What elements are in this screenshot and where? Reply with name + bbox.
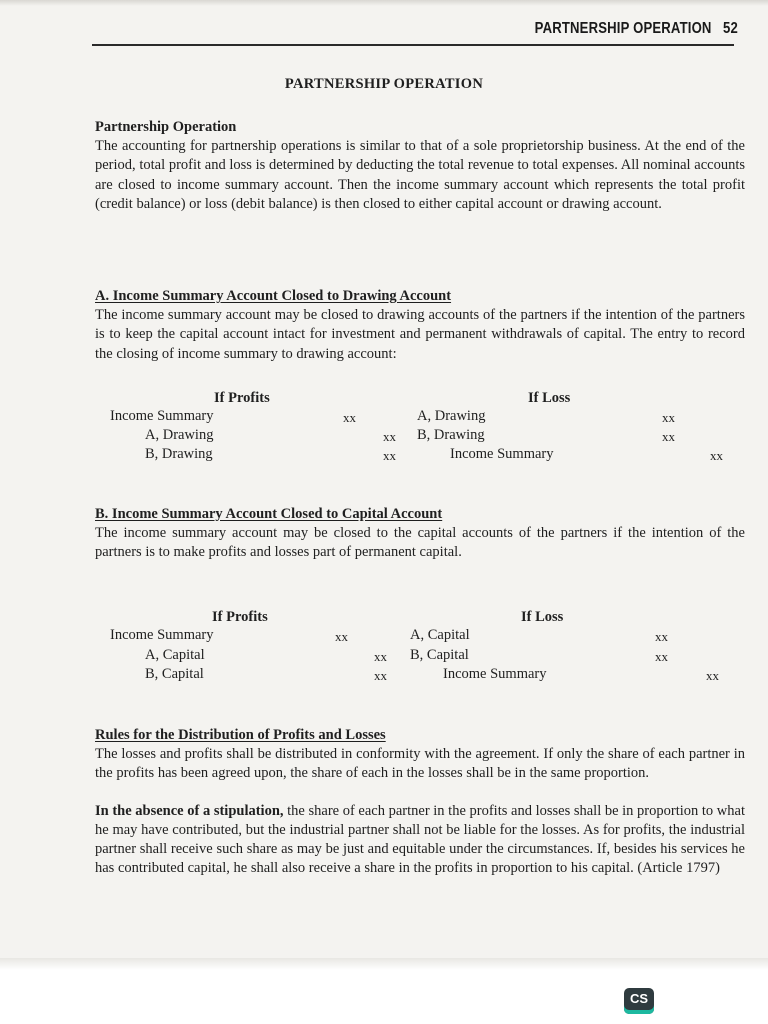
debit-amount: xx: [335, 629, 348, 644]
journal-line: B, Capital: [145, 666, 204, 682]
intro-paragraph: The accounting for partnership operations is similar to that of a sole proprietorship business. At the end of the period, total profit and loss is determined by deducting the total revenue to total expenses. All nominal accounts are closed to income summary account. Then the income summary account which represents the total profit (credit balance) or loss (debit balance) is then closed to either capital account or drawing account.: [95, 138, 745, 212]
debit-amount: xx: [343, 410, 356, 425]
debit-amount: xx: [662, 410, 675, 425]
journal-line: Income Summary: [443, 666, 547, 682]
section-b: [95, 505, 745, 563]
rules-section: [95, 726, 745, 878]
journal-line: B, Capital: [410, 647, 469, 663]
credit-amount: xx: [383, 429, 396, 444]
rules-paragraph-2: [95, 802, 745, 879]
intro-heading: Partnership Operation: [95, 119, 237, 135]
journal-line: Income Summary: [110, 408, 214, 424]
credit-amount: xx: [710, 448, 723, 463]
debit-amount: xx: [655, 629, 668, 644]
journal-line: Income Summary: [450, 446, 554, 462]
section-a-loss-heading: If Loss: [528, 390, 571, 406]
rules-paragraph-2-body: the share of each partner in the profits and losses shall be in proportion to what he may have contributed, but the industrial partner shall not be liable for the losses. As for profits, the industrial partner shall receive such share as may be just and equitable under the circumstances. If, besides his services he has contributed capital, he shall also receive a share in the profits in proportion to his capital. (Article 1797): [95, 802, 745, 877]
journal-line: A, Capital: [145, 647, 205, 663]
debit-amount: xx: [655, 649, 668, 664]
journal-line: B, Drawing: [145, 446, 213, 462]
rules-paragraph-2-lead: In the absence of a stipulation,: [95, 802, 284, 819]
page-title: PARTNERSHIP OPERATION: [284, 76, 484, 92]
camscanner-logo: CS: [624, 988, 654, 1014]
section-b-profits-heading: If Profits: [212, 609, 268, 625]
credit-amount: xx: [374, 668, 387, 683]
scan-edge-bottom: [0, 958, 768, 970]
page-number: 52: [723, 20, 738, 37]
running-head: [535, 20, 738, 38]
rules-paragraph: The losses and profits shall be distributed in conformity with the agreement. If only the share of each partner in the profits has been agreed upon, the share of each in the losses shall be in the same proportion.: [95, 746, 745, 782]
running-head-title: PARTNERSHIP OPERATION: [534, 20, 712, 37]
credit-amount: xx: [706, 668, 719, 683]
section-b-paragraph: The income summary account may be closed to the capital accounts of the partners if the intention of the partners is to make profits and losses part of permanent capital.: [95, 525, 745, 561]
journal-line: A, Capital: [410, 627, 470, 643]
journal-line: A, Drawing: [145, 427, 214, 443]
journal-line: B, Drawing: [417, 427, 485, 443]
scan-edge-top: [0, 0, 768, 6]
section-a: [95, 287, 745, 364]
header-rule: [92, 44, 734, 46]
section-b-loss-heading: If Loss: [521, 609, 564, 625]
credit-amount: xx: [383, 448, 396, 463]
section-a-paragraph: The income summary account may be closed to drawing accounts of the partners if the intention of the partners is to keep the capital account intact for investment and permanent withdrawals of capital. The entry to record the closing of income summary to drawing account:: [95, 307, 745, 362]
debit-amount: xx: [662, 429, 675, 444]
section-b-heading: B. Income Summary Account Closed to Capital Account: [95, 506, 443, 522]
section-a-heading: A. Income Summary Account Closed to Drawing Account: [95, 288, 452, 304]
journal-line: Income Summary: [110, 627, 214, 643]
credit-amount: xx: [374, 649, 387, 664]
section-a-profits-heading: If Profits: [214, 390, 270, 406]
intro-section: [95, 118, 745, 214]
rules-heading: Rules for the Distribution of Profits and Losses: [95, 727, 386, 743]
journal-line: A, Drawing: [417, 408, 486, 424]
